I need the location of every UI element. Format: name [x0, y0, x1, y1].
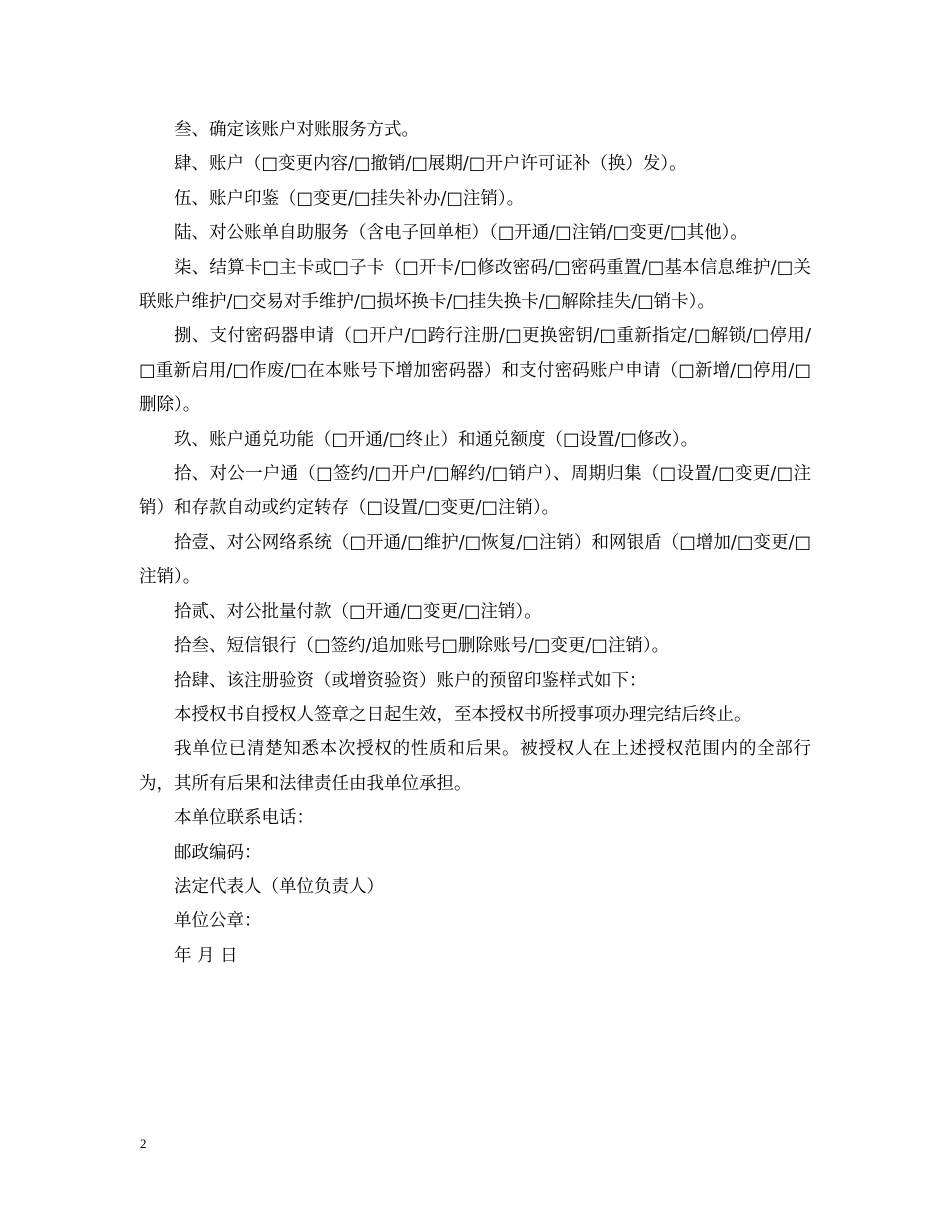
paragraph-settlement-card: 柒、结算卡□主卡或□子卡（□开卡/□修改密码/□密码重置/□基本信息维护/□关联账户维护/□交易对手维护/□损坏换卡/□挂失换卡/□解除挂失/□销卡）。 — [139, 257, 811, 313]
document-body — [139, 113, 811, 973]
paragraph-account-change: 肆、账户（□变更内容/□撤销/□展期/□开户许可证补（换）发）。 — [174, 154, 687, 175]
paragraph-universal-withdrawal: 玖、账户通兑功能（□开通/□终止）和通兑额度（□设置/□修改）。 — [174, 429, 699, 450]
paragraph-sms-banking: 拾叁、短信银行（□签约/追加账号□删除账号/□变更/□注销）。 — [174, 636, 670, 657]
paragraph-account-reconciliation: 叁、确定该账户对账服务方式。 — [174, 120, 419, 140]
field-postal-code: 邮政编码： — [174, 842, 262, 863]
paragraph-payment-password-device: 捌、支付密码器申请（□开户/□跨行注册/□更换密钥/□重新指定/□解锁/□停用/□重新启用/□作废/□在本账号下增加密码器）和支付密码账户申请（□新增/□停用/□删除）。 — [139, 326, 811, 416]
paragraph-seal-specimen: 拾肆、该注册验资（或增资验资）账户的预留印鉴样式如下： — [174, 670, 647, 691]
paragraph-effective-term: 本授权书自授权人签章之日起生效，至本授权书所授事项办理完结后终止。 — [174, 704, 752, 725]
field-company-seal: 单位公章： — [174, 911, 262, 932]
paragraph-liability-statement: 我单位已清楚知悉本次授权的性质和后果。被授权人在上述授权范围内的全部行为，其所有后果和法律责任由我单位承担。 — [139, 739, 811, 794]
paragraph-corporate-network: 拾壹、对公网络系统（□开通/□维护/□恢复/□注销）和网银盾（□增加/□变更/□注销）。 — [139, 532, 811, 588]
page-number: 2 — [140, 1136, 147, 1151]
field-date: 年 月 日 — [174, 945, 238, 966]
field-legal-representative: 法定代表人（单位负责人） — [174, 876, 384, 897]
paragraph-account-seal: 伍、账户印鉴（□变更/□挂失补办/□注销）。 — [174, 188, 525, 209]
paragraph-self-service-statement: 陆、对公账单自助服务（含电子回单柜）（□开通/□注销/□变更/□其他）。 — [174, 223, 748, 244]
field-contact-phone: 本单位联系电话： — [174, 808, 314, 829]
paragraph-corporate-one-account: 拾、对公一户通（□签约/□开户/□解约/□销户）、周期归集（□设置/□变更/□注销）和存款自动或约定转存（□设置/□变更/□注销）。 — [139, 464, 811, 519]
paragraph-batch-payment: 拾贰、对公批量付款（□开通/□变更/□注销）。 — [174, 601, 542, 622]
